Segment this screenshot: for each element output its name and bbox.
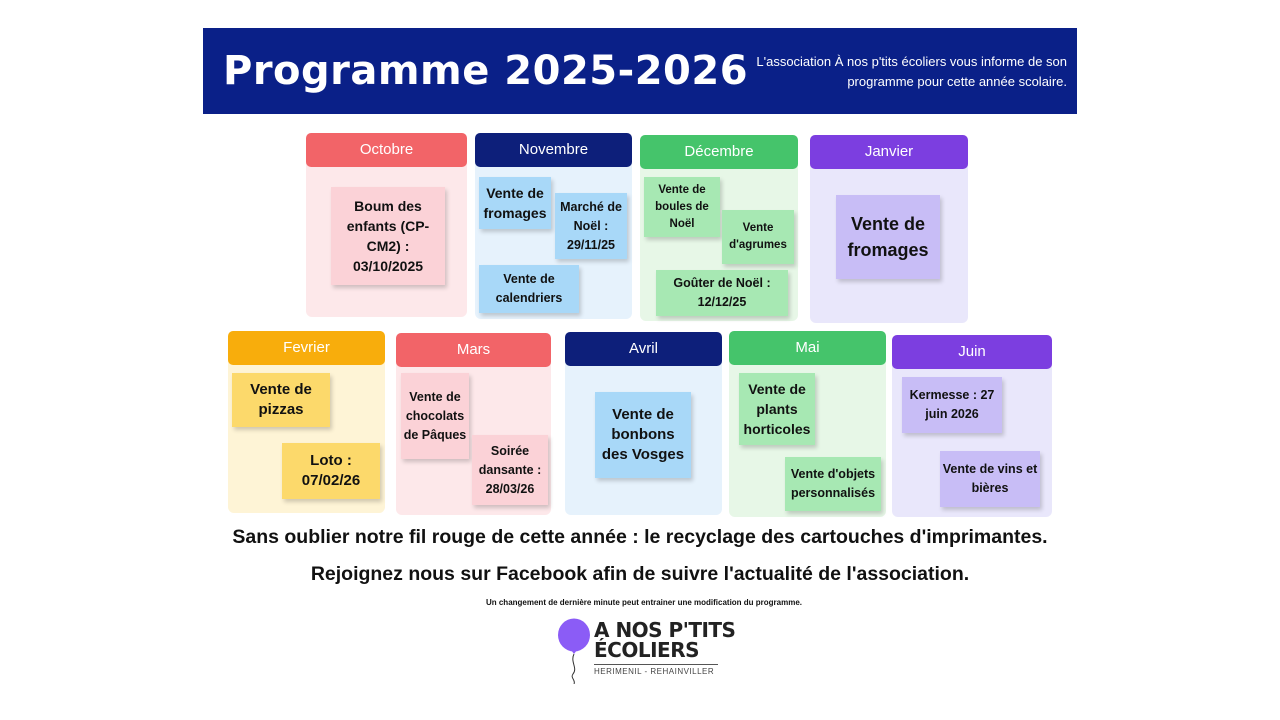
month-juin [892, 335, 1052, 517]
month-decembre [640, 135, 798, 321]
event-note: Vente de boules de Noël [644, 177, 720, 237]
event-note: Vente de pizzas [232, 373, 330, 427]
month-novembre [475, 133, 632, 319]
event-note: Vente de vins et bières [940, 451, 1040, 507]
event-note: Marché de Noël : 29/11/25 [555, 193, 627, 259]
month-header: Décembre [640, 135, 798, 169]
page-title: Programme 2025-2026 [223, 48, 749, 94]
event-note: Vente de bonbons des Vosges [595, 392, 691, 478]
disclaimer: Un changement de dernière minute peut entrainer une modification du programme. [485, 598, 803, 607]
event-note: Vente de chocolats de Pâques [401, 373, 469, 459]
month-header: Juin [892, 335, 1052, 369]
month-header: Mars [396, 333, 551, 367]
association-logo [556, 618, 736, 688]
month-header: Novembre [475, 133, 632, 167]
event-note: Vente d'objets personnalisés [785, 457, 881, 511]
month-octobre [306, 133, 467, 317]
event-note: Boum des enfants (CP-CM2) : 03/10/2025 [331, 187, 445, 285]
event-note: Kermesse : 27 juin 2026 [902, 377, 1002, 433]
event-note: Goûter de Noël : 12/12/25 [656, 270, 788, 316]
logo-place: HERIMENIL - REHAINVILLER [594, 667, 715, 676]
month-header: Fevrier [228, 331, 385, 365]
facebook-notice: Rejoignez nous sur Facebook afin de suivre l'actualité de l'association. [310, 563, 970, 585]
logo-divider [594, 664, 718, 665]
month-header: Janvier [810, 135, 968, 169]
event-note: Soirée dansante : 28/03/26 [472, 435, 548, 505]
page-subtitle: L'association À nos p'tits écoliers vous informe de son programme pour cette année scolaire. [756, 54, 1067, 89]
event-note: Vente d'agrumes [722, 210, 794, 264]
month-header: Avril [565, 332, 722, 366]
event-note: Vente de fromages [479, 177, 551, 229]
month-mai [729, 331, 886, 517]
balloon-icon [556, 618, 596, 684]
event-note: Vente de plants horticoles [739, 373, 815, 445]
month-header: Mai [729, 331, 886, 365]
event-note: Vente de fromages [836, 195, 940, 279]
month-mars [396, 333, 551, 515]
event-note: Vente de calendriers [479, 265, 579, 313]
event-note: Loto : 07/02/26 [282, 443, 380, 499]
recycling-notice: Sans oublier notre fil rouge de cette année : le recyclage des cartouches d'imprimantes. [232, 526, 1048, 548]
month-header: Octobre [306, 133, 467, 167]
month-fevrier [228, 331, 385, 513]
logo-title: A NOS P'TITS ÉCOLIERS [594, 618, 736, 662]
month-avril [565, 332, 722, 515]
header-banner [203, 28, 1077, 114]
month-janvier [810, 135, 968, 323]
